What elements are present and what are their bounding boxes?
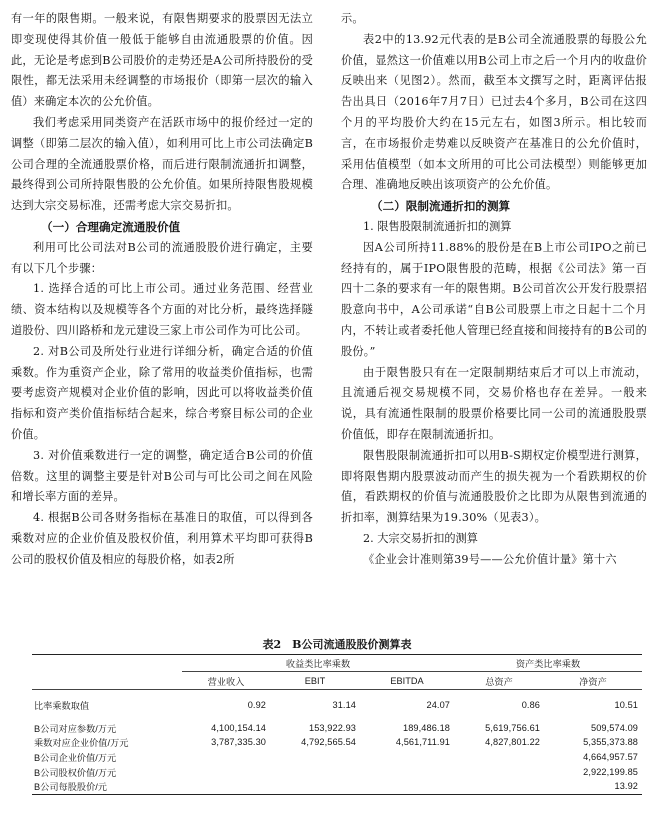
table-cell: 4,100,154.14 (211, 722, 266, 733)
table-cell (270, 779, 360, 794)
table-cell (270, 764, 360, 779)
table-cell: 5,355,373.88 (583, 737, 638, 748)
header-group-income: 收益类比率乘数 (182, 655, 454, 672)
left-paragraph-6: 3. 对价值乘数进行一定的调整，确定适合B公司的价值倍数。这里的调整主要是针对B公司与可比公司之间在风险和增长率方面的差异。 (11, 448, 313, 504)
right-paragraph-1: 示。 (341, 12, 364, 25)
row-label: B公司对应参数/万元 (34, 723, 117, 734)
row-label: 乘数对应企业价值/万元 (34, 738, 129, 749)
column-header: 营业收入 (182, 672, 270, 690)
column-header: EBIT (270, 672, 360, 690)
table-cell: 0.86 (521, 700, 540, 711)
table-row (32, 764, 642, 779)
section-heading-1: （一）合理确定流通股价值 (41, 219, 181, 234)
right-paragraph-3: 因A公司所持11.88%的股份是在B上市公司IPO之前已经持有的，属于IPO限售股的范畴，根据《公司法》第一百四十二条的要求有一年的限售期。B公司首次公开发行股票招股意向书中，A公司承诺“自B公司股票上市之日起十二个月内，不转让或者委托他人管理已经直接和间接持有的B公司的股份。” (341, 240, 647, 358)
right-paragraph-4: 由于限售股只有在一定限制期结束后才可以上市流动，且流通后视交易规模不同，交易价格也存在差异。一般来说，具有流通性限制的股票价格要比同一公司的流通股股票价值低，即存在限制流通折扣。 (341, 365, 647, 441)
row-label: B公司股权价值/万元 (34, 767, 117, 778)
table-cell (182, 779, 270, 794)
right-paragraph-5: 限售股限制流通折扣可以用B-S期权定价模型进行测算，即将限售期内股票波动而产生的损失视为一个看跌期权的价值，看跌期权的价值与流通股股价之比即为从限售到流通的折扣率，测算结果为19.30%（见表3）。 (341, 448, 647, 525)
table-caption: 表2 B公司流通股股价测算表 (262, 638, 412, 651)
table-cell: 4,664,957.57 (583, 752, 638, 763)
table-cell: 4,827,801.22 (485, 737, 540, 748)
table-cell (182, 750, 270, 765)
table-row (32, 698, 642, 713)
table-row (32, 750, 642, 765)
column-header: EBITDA (360, 672, 454, 690)
table-cell (270, 750, 360, 765)
header-blank (32, 655, 182, 672)
row-label: B公司每股股价/元 (32, 779, 182, 794)
left-column (11, 9, 313, 571)
header-blank-2 (32, 672, 182, 690)
table-cell: 509,574.09 (591, 722, 638, 733)
table-cell (360, 779, 454, 794)
column-header: 总资产 (454, 672, 544, 690)
valuation-table (32, 654, 642, 795)
table-cell (454, 779, 544, 794)
table-row (32, 735, 642, 750)
table-cell (360, 750, 454, 765)
table-cell (182, 764, 270, 779)
table-cell: 0.92 (247, 700, 266, 711)
table-2 (32, 636, 642, 795)
table-cell: 4,792,565.54 (301, 737, 356, 748)
section-heading-2: （二）限制流通折扣的测算 (371, 199, 511, 214)
right-column (341, 9, 647, 571)
table-cell (454, 750, 544, 765)
table-cell: 5,619,756.61 (485, 722, 540, 733)
row-label: 比率乘数取值 (34, 701, 90, 712)
subsection-heading-2: 2. 大宗交易折扣的测算 (363, 531, 478, 545)
table-cell: 10.51 (614, 700, 638, 711)
table-cell: 13.92 (544, 779, 642, 794)
subsection-heading-1: 1. 限售股限制流通折扣的测算 (363, 219, 512, 233)
left-paragraph-2: 我们考虑采用同类资产在活跃市场中的报价经过一定的调整（即第二层次的输入值），如利用可比上市公司法确定B公司合理的全流通股票价格，而后进行限制流通折扣调整，最终得到公司所持限售股的公允价值。如果所持限售股规模达到大宗交易标准，还需考虑大宗交易折扣。 (11, 115, 313, 213)
left-paragraph-1: 有一年的限售期。一般来说，有限售期要求的股票因无法立即变现使得其价值一般低于能够自由流通股票的价值。因此，无论是考虑到B公司股价的走势还是A公司所持股份的受限性，都无法采用未经调整的市场报价（即第一层次的输入值）来确定本次的公允价值。 (11, 12, 313, 109)
table-cell: 24.07 (426, 700, 450, 711)
row-label: B公司企业价值/万元 (34, 753, 117, 764)
table-cell: 31.14 (332, 700, 356, 711)
column-header: 净资产 (544, 672, 642, 690)
header-group-asset: 资产类比率乘数 (454, 655, 642, 672)
table-row (32, 779, 642, 794)
left-paragraph-5: 2. 对B公司及所处行业进行详细分析，确定合适的价值乘数。作为重资产企业，除了常用的收益类价值指标，也需要考虑资产规模对企业价值的影响，因此可以将收益类价值指标和资产类价值指标结合起来，综合考察目标公司的企业价值。 (11, 344, 313, 441)
left-paragraph-7: 4. 根据B公司各财务指标在基准日的取值，可以得到各乘数对应的企业价值及股权价值，利用算术平均即可获得B公司的股权价值及相应的每股价格，如表2所 (11, 511, 313, 566)
right-paragraph-2: 表2中的13.92元代表的是B公司全流通股票的每股公允价值，显然这一价值难以用B公司上市之后一个月内的收盘价反映出来（见图2）。然而，截至本文撰写之时，距离评估报告出具日（2016年7月7日）已过去4个多月，B公司在这四个月的平均股价大约在15元左右，如图3所示。相比较而言，在市场报价走势难以反映资产在基准日的公允价值时，采用估值模型（如本文所用的可比公司法模型）则能够更加合理、准确地反映出该项资产的公允价值。 (341, 32, 647, 192)
table-cell (454, 764, 544, 779)
table-row (32, 721, 642, 736)
right-paragraph-6: 《企业会计准则第39号——公允价值计量》第十六 (363, 552, 617, 566)
table-cell: 153,922.93 (309, 722, 356, 733)
table-cell (360, 764, 454, 779)
table-cell: 4,561,711.91 (395, 737, 450, 748)
left-paragraph-3: 利用可比公司法对B公司的流通股股价进行确定，主要有以下几个步骤： (11, 240, 313, 275)
left-paragraph-4: 1. 选择合适的可比上市公司。通过业务范围、经营业绩、资本结构以及规模等各个方面的对比分析，最终选择隧道股份、四川路桥和龙元建设三家上市公司作为可比公司。 (11, 282, 313, 337)
table-cell: 3,787,335.30 (211, 737, 266, 748)
table-cell: 189,486.18 (403, 722, 450, 733)
table-cell: 2,922,199.85 (583, 766, 638, 777)
